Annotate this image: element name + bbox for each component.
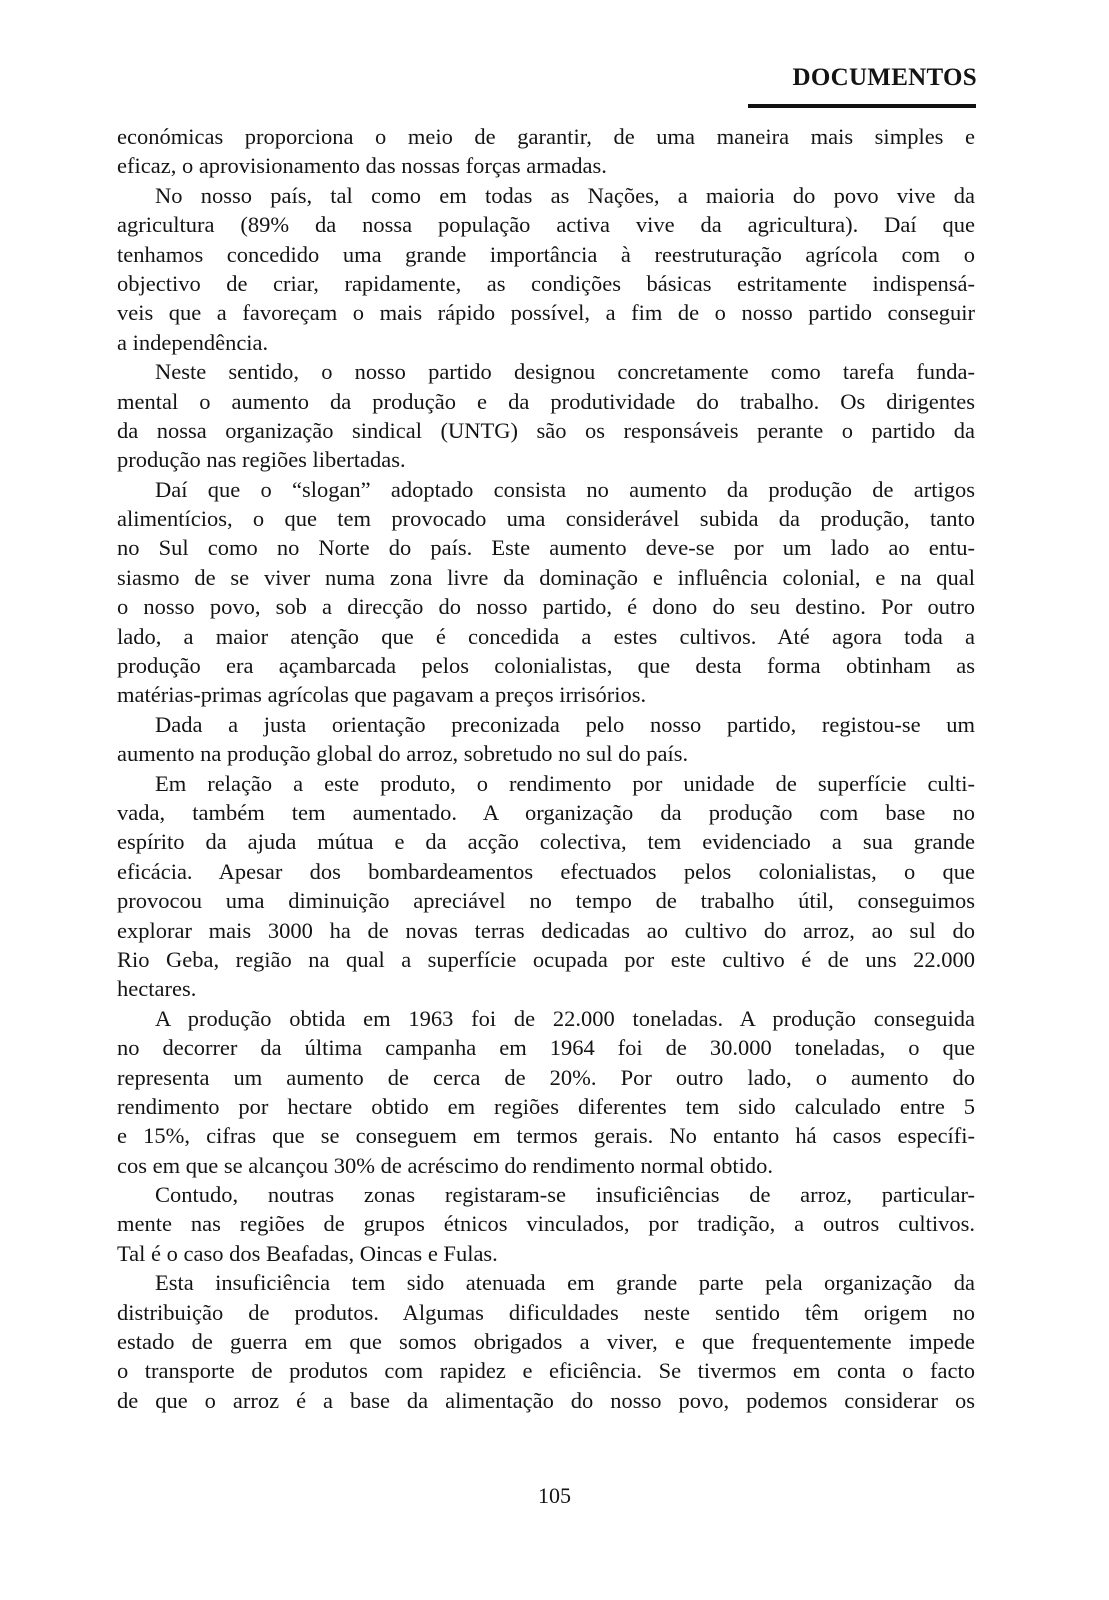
text-line: aumento na produção global do arroz, sobretudo no sul do país. [117, 741, 689, 767]
body-text [117, 122, 975, 1415]
text-line: e 15%, cifras que se conseguem em termos gerais. No entanto há casos específi- [117, 1123, 975, 1149]
paragraph [117, 475, 975, 710]
text-line: Em relação a este produto, o rendimento por unidade de superfície culti- [155, 770, 975, 796]
text-line: A produção obtida em 1963 foi de 22.000 toneladas. A produção conseguida [155, 1005, 975, 1031]
text-line: o transporte de produtos com rapidez e eficiência. Se tivermos em conta o facto [117, 1358, 975, 1384]
text-line: alimentícios, o que tem provocado uma considerável subida da produção, tanto [117, 506, 975, 532]
text-line: económicas proporciona o meio de garantir, de uma maneira mais simples e [117, 124, 975, 149]
text-line: estado de guerra em que somos obrigados a viver, e que frequentemente impede [117, 1329, 975, 1355]
text-line: mente nas regiões de grupos étnicos vinculados, por tradição, a outros cultivos. [117, 1211, 975, 1237]
text-line: eficaz, o aprovisionamento das nossas forças armadas. [117, 153, 607, 179]
text-line: Contudo, noutras zonas registaram-se insuficiências de arroz, particular- [155, 1182, 975, 1208]
paragraph [117, 357, 975, 475]
paragraph [117, 122, 975, 181]
text-line: tenhamos concedido uma grande importância à reestruturação agrícola com o [117, 241, 975, 267]
text-line: No nosso país, tal como em todas as Nações, a maioria do povo vive da [155, 182, 975, 208]
text-line: distribuição de produtos. Algumas dificuldades neste sentido têm origem no [117, 1299, 975, 1325]
text-line: Daí que o “slogan” adoptado consista no aumento da produção de artigos [155, 476, 975, 502]
text-line: cos em que se alcançou 30% de acréscimo do rendimento normal obtido. [117, 1152, 774, 1178]
header-rule [748, 104, 976, 108]
text-line: o nosso povo, sob a direcção do nosso partido, é dono do seu destino. Por outro [117, 594, 975, 620]
paragraph [117, 1180, 975, 1268]
text-line: rendimento por hectare obtido em regiões diferentes tem sido calculado entre 5 [117, 1093, 975, 1119]
text-line: provocou uma diminuição apreciável no tempo de trabalho útil, conseguimos [117, 888, 975, 914]
text-line: no Sul como no Norte do país. Este aumento deve-se por um lado ao entu- [117, 535, 975, 561]
text-line: matérias-primas agrícolas que pagavam a preços irrisórios. [117, 682, 647, 708]
text-line: Tal é o caso dos Beafadas, Oincas e Fulas. [117, 1240, 498, 1266]
text-line: vada, também tem aumentado. A organização da produção com base no [117, 799, 975, 825]
page-number: 105 [538, 1483, 571, 1508]
text-line: produção nas regiões libertadas. [117, 447, 406, 473]
text-line: explorar mais 3000 ha de novas terras dedicadas ao cultivo do arroz, ao sul do [117, 917, 975, 943]
text-line: lado, a maior atenção que é concedida a estes cultivos. Até agora toda a [117, 623, 975, 649]
paragraph [117, 1268, 975, 1415]
text-line: Esta insuficiência tem sido atenuada em grande parte pela organização da [155, 1270, 975, 1296]
text-line: representa um aumento de cerca de 20%. Por outro lado, o aumento do [117, 1064, 975, 1090]
text-line: hectares. [117, 976, 197, 1002]
text-line: siasmo de se viver numa zona livre da dominação e influência colonial, e na qual [117, 564, 975, 590]
text-line: mental o aumento da produção e da produtividade do trabalho. Os dirigentes [117, 388, 975, 414]
text-line: produção era açambarcada pelos colonialistas, que desta forma obtinham as [117, 653, 975, 679]
text-line: Rio Geba, região na qual a superfície ocupada por este cultivo é de uns 22.000 [117, 946, 975, 972]
running-header: DOCUMENTOS [792, 64, 977, 91]
paragraph [117, 181, 975, 357]
text-line: da nossa organização sindical (UNTG) são os responsáveis perante o partido da [117, 417, 975, 443]
text-line: Neste sentido, o nosso partido designou concretamente como tarefa funda- [155, 359, 975, 385]
text-line: objectivo de criar, rapidamente, as condições básicas estritamente indispensá- [117, 270, 975, 296]
text-line: eficácia. Apesar dos bombardeamentos efectuados pelos colonialistas, o que [117, 858, 975, 884]
text-line: veis que a favoreçam o mais rápido possível, a fim de o nosso partido conseguir [117, 300, 975, 326]
paragraph [117, 1004, 975, 1180]
paragraph [117, 769, 975, 1004]
text-line: espírito da ajuda mútua e da acção colectiva, tem evidenciado a sua grande [117, 829, 975, 855]
text-line: agricultura (89% da nossa população activa vive da agricultura). Daí que [117, 212, 975, 238]
text-line: Dada a justa orientação preconizada pelo nosso partido, registou-se um [155, 711, 975, 737]
paragraph [117, 710, 975, 769]
text-line: a independência. [117, 329, 269, 355]
text-line: de que o arroz é a base da alimentação do nosso povo, podemos considerar os [117, 1387, 975, 1413]
text-line: no decorrer da última campanha em 1964 foi de 30.000 toneladas, o que [117, 1035, 975, 1061]
